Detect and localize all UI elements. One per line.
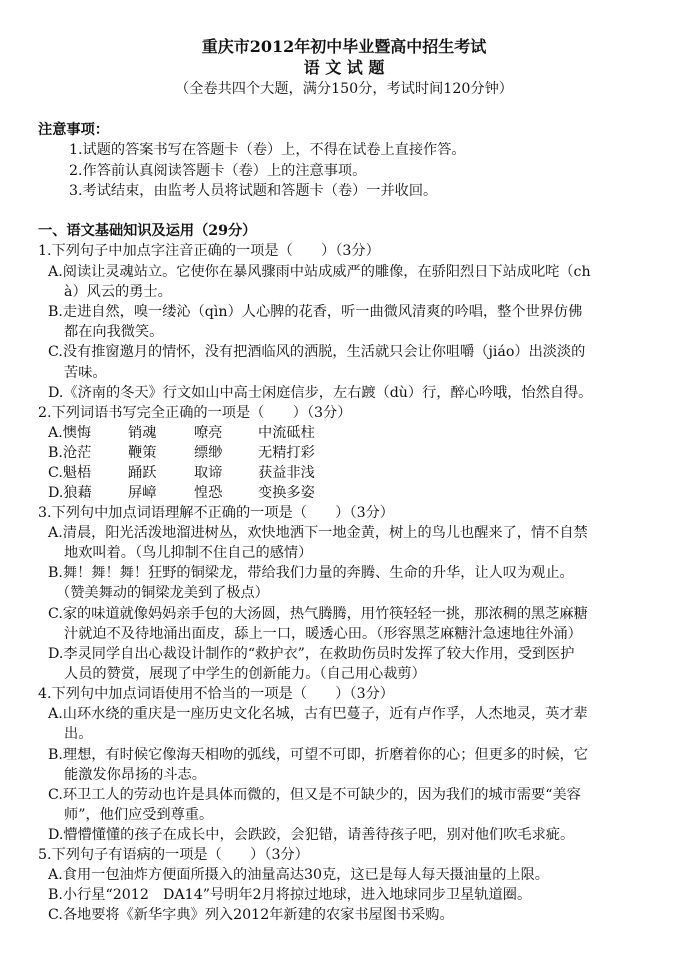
question-2-stem: 2.下列词语书写完全正确的一项是（ ）（3分）: [38, 405, 352, 421]
q5-option-a: A.食用一包油炸方便面所摄入的油量高达30克，这已是每人每天摄油量的上限。: [48, 867, 549, 883]
q3-option-a-cont: 地欢叫着。（鸟儿抑制不住自己的感情）: [64, 545, 313, 561]
notice-item: 1.试题的答案书写在答题卡（卷）上，不得在试卷上直接作答。: [69, 142, 466, 158]
q1-option-d: D.《济南的冬天》行文如山中高士闲庭信步，左右踱（dù）行，醉心吟哦，怡然自得。: [48, 385, 593, 401]
notice-item: 2.作答前认真阅读答题卡（卷）上的注意事项。: [69, 163, 367, 179]
q2-word: 缥缈: [194, 445, 223, 461]
q3-option-c: C.家的味道就像妈妈亲手包的大汤圆，热气腾腾，用竹筷轻轻一挑，那浓稠的黑芝麻糖: [48, 606, 588, 622]
question-1-stem: 1.下列句子中加点字注音正确的一项是（ ）（3分）: [38, 243, 380, 259]
notice-heading: 注意事项：: [38, 122, 109, 138]
q2-word: 中流砥柱: [258, 425, 315, 441]
q1-option-c-cont: 苦味。: [64, 365, 107, 381]
q4-option-a: A.山环水绕的重庆是一座历史文化名城，古有巴蔓子，近有卢作孚，人杰地灵，英才辈: [48, 706, 588, 722]
q3-option-b: B.舞！舞！舞！狂野的铜梁龙，带给我们力量的奔腾、生命的升华，让人叹为观止。: [48, 565, 574, 581]
q2-option-d: D.狼藉: [48, 485, 92, 501]
q4-option-b: B.理想，有时候它像海天相吻的弧线，可望不可即，折磨着你的心；但更多的时候，它: [48, 747, 588, 763]
q2-option-b: B.沧茫: [48, 445, 92, 461]
q2-word: 踊跃: [128, 465, 157, 481]
q4-option-b-cont: 能激发你昂扬的斗志。: [64, 767, 206, 783]
question-5-stem: 5.下列句子有语病的一项是（ ）（3分）: [38, 847, 309, 863]
paper-subtitle: 语 文 试 题: [303, 58, 385, 77]
q2-word: 获益非浅: [258, 465, 315, 481]
q2-word: 屏嶂: [128, 485, 157, 501]
question-3-stem: 3.下列句中加点词语理解不正确的一项是（ ）（3分）: [38, 505, 394, 521]
q2-word: 销魂: [128, 425, 157, 441]
q4-option-c: C.环卫工人的劳动也许是具体而微的，但又是不可缺少的，因为我们的城市需要“美容: [48, 787, 581, 803]
q1-option-c: C.没有推窗邀月的情怀，没有把酒临风的洒脱，生活就只会让你咀嚼（jiáo）出淡淡的: [48, 344, 586, 360]
question-4-stem: 4.下列句中加点词语使用不恰当的一项是（ ）（3分）: [38, 686, 394, 702]
q3-option-c-cont: 汁就迫不及待地涌出面皮，舔上一口，暖透心田。（形容黑芝麻糖汁急速地往外涌）: [64, 626, 582, 642]
q4-option-d: D.懵懵懂懂的孩子在成长中，会跌跤，会犯错，请善待孩子吧，别对他们吹毛求疵。: [48, 827, 575, 843]
q2-word: 变换多姿: [258, 485, 315, 501]
exam-title: 重庆市2012年初中毕业暨高中招生考试: [201, 37, 487, 56]
q2-word: 取谛: [194, 465, 223, 481]
section-heading: 一、语文基础知识及运用（29分）: [38, 223, 257, 239]
q1-option-b: B.走进自然，嗅一缕沁（qìn）人心脾的花香，听一曲微风清爽的吟唱，整个世界仿佛: [48, 304, 583, 320]
q2-word: 鞭策: [128, 445, 157, 461]
q3-option-a: A.清晨，阳光活泼地溜进树丛，欢快地洒下一地金黄，树上的鸟儿也醒来了，情不自禁: [48, 525, 588, 541]
q4-option-a-cont: 出。: [64, 726, 93, 742]
q1-option-a-cont: à）风云的勇士。: [64, 284, 172, 300]
q5-option-c: C.各地要将《新华字典》列入2012年新建的农家书屋图书采购。: [48, 907, 454, 923]
q5-option-b: B.小行星“2012 DA14”号明年2月将掠过地球，进入地球同步卫星轨道圈。: [48, 887, 532, 903]
q2-word: 惶恐: [194, 485, 223, 501]
q1-option-b-cont: 都在向我微笑。: [64, 324, 164, 340]
q2-option-a: A.懊悔: [48, 425, 92, 441]
notice-item: 3.考试结束，由监考人员将试题和答题卡（卷）一并收回。: [69, 183, 438, 199]
q3-option-d-cont: 人员的赞赏，展现了中学生的创新能力。（自己用心裁剪）: [64, 666, 426, 682]
q2-option-c: C.魁梧: [48, 465, 92, 481]
q3-option-d: D.李灵同学自出心裁设计制作的“救护衣”，在救助伤员时发挥了较大作用，受到医护: [48, 646, 575, 662]
q1-option-a: A.阅读让灵魂站立。它使你在暴风骤雨中站成威严的雕像，在骄阳烈日下站成叱咤（ch: [48, 264, 591, 280]
q2-word: 嘹亮: [194, 425, 223, 441]
q4-option-c-cont: 师”，他们应受到尊重。: [64, 807, 214, 823]
exam-note: （全卷共四个大题，满分150分，考试时间120分钟）: [175, 81, 513, 97]
q3-option-b-cont: （赞美舞动的铜梁龙美到了极点）: [56, 585, 269, 601]
q2-word: 无精打彩: [258, 445, 315, 461]
